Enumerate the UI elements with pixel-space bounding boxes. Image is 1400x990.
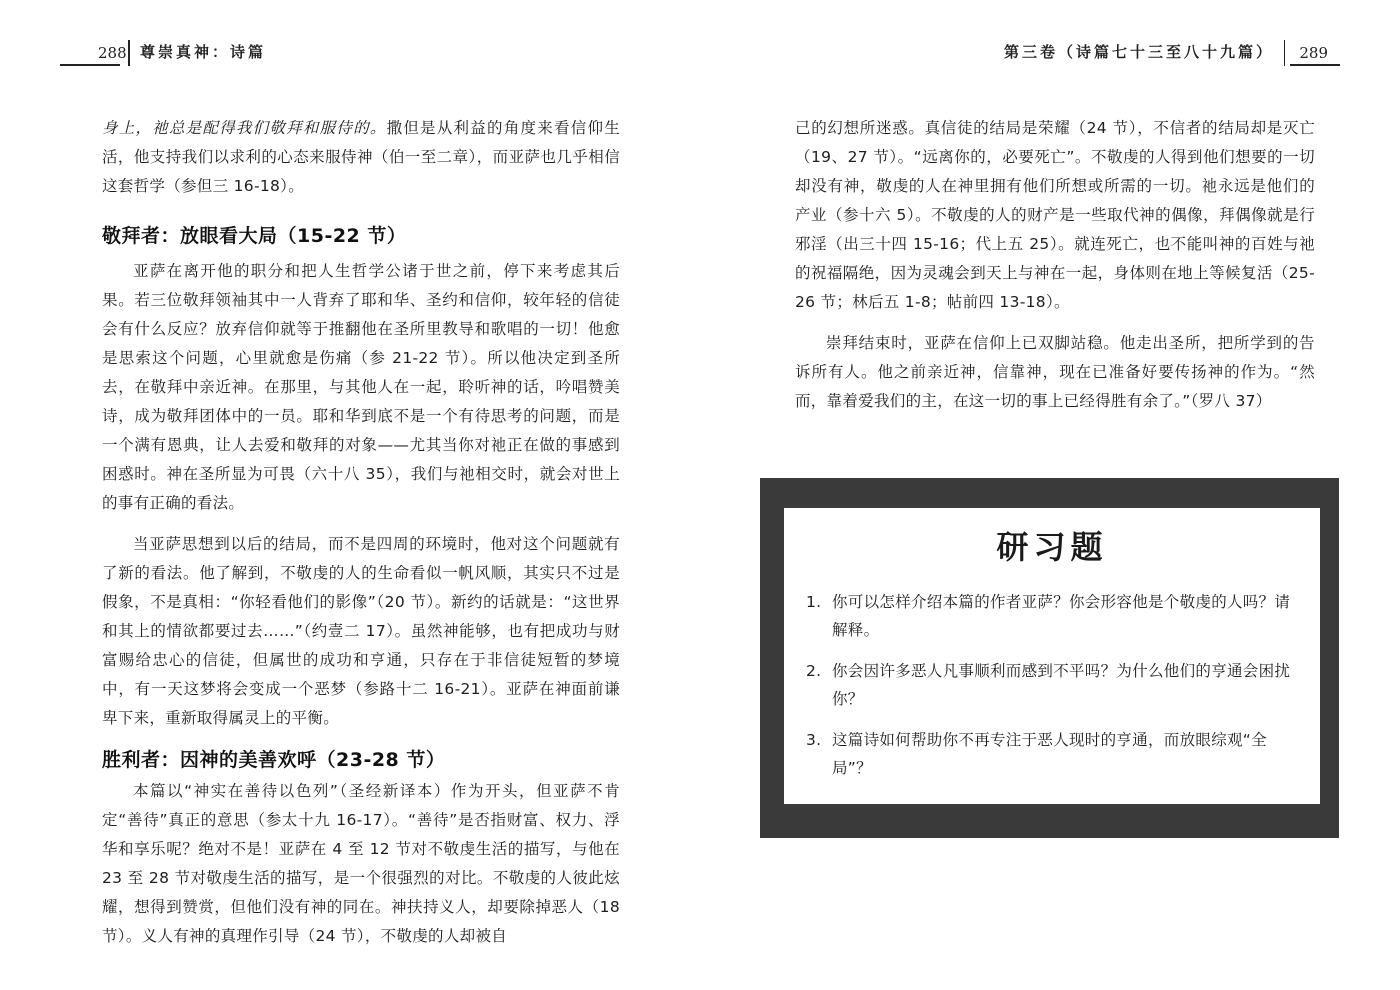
study-questions-panel — [784, 508, 1320, 804]
left-header-divider — [128, 40, 130, 66]
right-running-title: 第三卷（诗篇七十三至八十九篇） — [1003, 43, 1274, 61]
section-heading-victor: 胜利者：因神的美善欢呼（23-28 节） — [102, 749, 446, 771]
left-paragraph-2: 亚萨在离开他的职分和把人生哲学公诸于世之前，停下来考虑其后果。若三位敬拜领袖其中一人背弃了耶和华、圣约和信仰，较年轻的信徒会有什么反应？放弃信仰就等于推翻他在圣所里教导和歌唱的一切！他愈是思索这个问题，心里就愈是伤痛（参 21-22 节）。所以他决定到圣所去，在敬拜中亲近神。在那里，与其他人在一起，聆听神的话，吟唱赞美诗，成为敬拜团体中的一员。耶和华到底不是一个有待思考的问题，而是一个满有恩典，让人去爱和敬拜的对象——尤其当你对祂正在做的事感到困惑时。神在圣所显为可畏（六十八 35），我们与祂相交时，就会对世上的事有正确的看法。 — [102, 262, 620, 512]
study-question-1 — [806, 588, 1298, 644]
right-page-number: 289 — [1299, 44, 1328, 62]
right-page-body — [795, 114, 1315, 416]
question-text: 你会因许多恶人凡事顺利而感到不平吗？为什么他们的亨通会困扰你？ — [832, 662, 1291, 708]
left-page-number: 288 — [98, 44, 127, 62]
study-question-3 — [806, 726, 1298, 782]
study-questions-list — [806, 588, 1298, 782]
question-number: 1. — [806, 593, 822, 611]
right-header-rule — [1290, 64, 1340, 66]
right-paragraph-2: 崇拜结束时，亚萨在信仰上已双脚站稳。他走出圣所，把所学到的告诉所有人。他之前亲近神，信靠神，现在已准备好要传扬神的作为。“然而，靠着爱我们的主，在这一切的事上已经得胜有余了。”（罗八 37） — [795, 334, 1315, 410]
question-text: 这篇诗如何帮助你不再专注于恶人现时的亨通，而放眼综观“全局”？ — [832, 731, 1267, 777]
italic-lead-sentence: 身上，祂总是配得我们敬拜和服侍的。 — [102, 119, 387, 137]
study-questions-title: 研习题 — [996, 528, 1108, 566]
question-number: 3. — [806, 731, 822, 749]
left-paragraph-1 — [102, 114, 620, 201]
left-page-body — [102, 114, 620, 951]
left-running-header — [60, 36, 640, 66]
right-paragraph-1: 己的幻想所迷惑。真信徒的结局是荣耀（24 节），不信者的结局却是灭亡（19、27 节）。“远离你的，必要死亡”。不敬虔的人得到他们想要的一切却没有神，敬虔的人在神里拥有他们所想或所需的一切。祂永远是他们的产业（参十六 5）。不敬虔的人的财产是一些取代神的偶像，拜偶像就是行邪淫（出三十四 15-16；代上五 25）。就连死亡，也不能叫神的百姓与祂的祝福隔绝，因为灵魂会到天上与神在一起，身体则在地上等候复活（25-26 节；林后五 1-8；帖前四 13-18）。 — [795, 119, 1315, 311]
question-text: 你可以怎样介绍本篇的作者亚萨？你会形容他是个敬虔的人吗？请解释。 — [832, 593, 1291, 639]
right-header-divider — [1284, 40, 1286, 66]
right-running-header — [760, 36, 1340, 66]
section-heading-worshipper: 敬拜者：放眼看大局（15-22 节） — [102, 225, 407, 247]
left-paragraph-1-text: 撒但是从利益的角度来看信仰生活，他支持我们以求利的心态来服侍神（伯一至二章），而亚萨也几乎相信这套哲学（参但三 16-18）。 — [102, 119, 620, 195]
left-header-rule — [60, 64, 120, 66]
question-number: 2. — [806, 662, 822, 680]
left-running-title: 尊崇真神：诗篇 — [140, 43, 267, 61]
study-questions-box — [760, 478, 1339, 838]
left-paragraph-4: 本篇以“神实在善待以色列”（圣经新译本）作为开头，但亚萨不肯定“善待”真正的意思（参太十九 16-17）。“善待”是否指财富、权力、浮华和享乐呢？绝对不是！亚萨在 4 至 12 节对不敬虔生活的描写，与他在 23 至 28 节对敬虔生活的描写，是一个很强烈的对比。不敬虔的人彼此炫耀，想得到赞赏，但他们没有神的同在。神扶持义人，却要除掉恶人（18 节）。义人有神的真理作引导（24 节），不敬虔的人却被自 — [102, 782, 620, 945]
study-question-2 — [806, 657, 1298, 713]
left-paragraph-3: 当亚萨思想到以后的结局，而不是四周的环境时，他对这个问题就有了新的看法。他了解到，不敬虔的人的生命看似一帆风顺，其实只不过是假象，不是真相：“你轻看他们的影像”（20 节）。新约的话就是：“这世界和其上的情欲都要过去……”（约壹二 17）。虽然神能够，也有把成功与财富赐给忠心的信徒，但属世的成功和亨通，只存在于非信徒短暂的梦境中，有一天这梦将会变成一个恶梦（参路十二 16-21）。亚萨在神面前谦卑下来，重新取得属灵上的平衡。 — [102, 535, 620, 727]
